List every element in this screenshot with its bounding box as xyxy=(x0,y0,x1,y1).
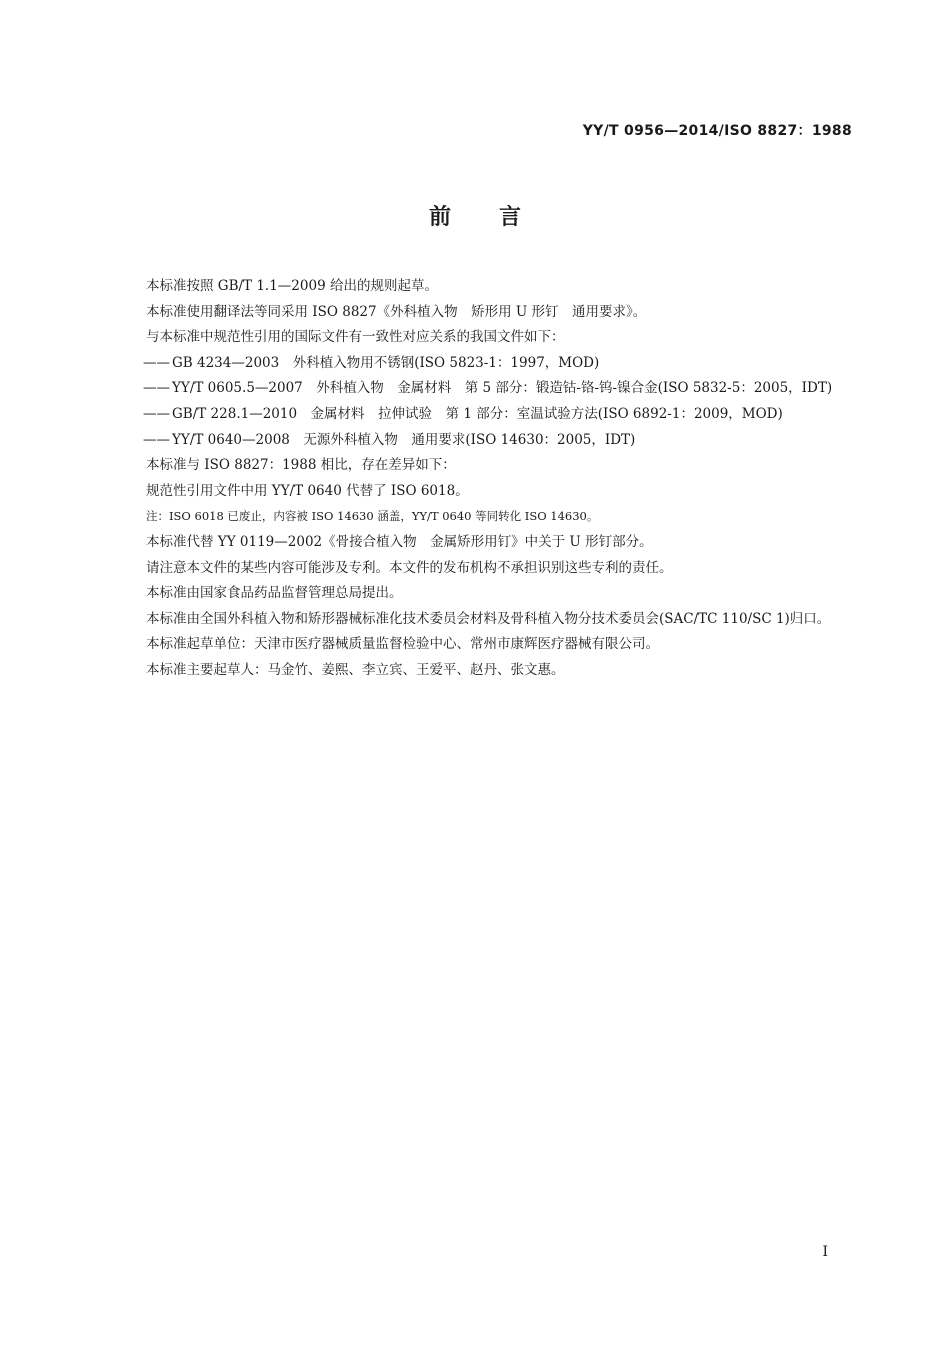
paragraph-proposed-by: 本标准由国家食品药品监督管理总局提出。 xyxy=(146,585,403,602)
dash-marker: —— xyxy=(143,431,170,448)
dash-marker: —— xyxy=(143,380,170,397)
paragraph-drafters: 本标准主要起草人：马金竹、姜熙、李立宾、王爱平、赵丹、张文惠。 xyxy=(146,661,565,678)
list-item-text: GB 4234—2003 外科植入物用不锈钢(ISO 5823-1：1997，MOD) xyxy=(172,354,600,371)
list-item xyxy=(118,428,854,454)
list-item-text: YY/T 0640—2008 无源外科植入物 通用要求(ISO 14630：2005，IDT) xyxy=(172,431,636,448)
list-item xyxy=(118,402,854,428)
standard-number: YY/T 0956—2014/ISO 8827：1988 xyxy=(582,123,852,139)
paragraph-patent-notice: 请注意本文件的某些内容可能涉及专利。本文件的发布机构不承担识别这些专利的责任。 xyxy=(146,559,673,576)
paragraph-drafting-organizations: 本标准起草单位：天津市医疗器械质量监督检验中心、常州市康辉医疗器械有限公司。 xyxy=(146,636,659,653)
note: 注：ISO 6018 已废止，内容被 ISO 14630 涵盖，YY/T 0640 等同转化 ISO 14630。 xyxy=(146,509,599,524)
paragraph-corresponding-docs-intro: 与本标准中规范性引用的国际文件有一致性对应关系的我国文件如下： xyxy=(146,329,565,346)
list-item-text: GB/T 228.1—2010 金属材料 拉伸试验 第 1 部分：室温试验方法(ISO 6892-1：2009，MOD) xyxy=(172,405,783,422)
paragraph-difference: 规范性引用文件中用 YY/T 0640 代替了 ISO 6018。 xyxy=(146,482,469,499)
page-title: 前言 xyxy=(428,205,569,230)
dash-marker: —— xyxy=(143,354,170,371)
dash-marker: —— xyxy=(143,405,170,422)
foreword-body xyxy=(118,274,854,684)
paragraph-adoption: 本标准使用翻译法等同采用 ISO 8827《外科植入物 矫形用 U 形钉 通用要求》。 xyxy=(146,303,647,320)
list-item-text: YY/T 0605.5—2007 外科植入物 金属材料 第 5 部分：锻造钴-铬-钨-镍合金(ISO 5832-5：2005，IDT) xyxy=(172,380,833,397)
paragraph-responsible-committee: 本标准由全国外科植入物和矫形器械标准化技术委员会材料及骨科植入物分技术委员会(SAC/TC 110/SC 1)归口。 xyxy=(146,610,831,627)
paragraph-drafting-rules: 本标准按照 GB/T 1.1—2009 给出的规则起草。 xyxy=(146,278,438,294)
list-item xyxy=(118,351,854,377)
list-item xyxy=(118,376,854,402)
page-number: I xyxy=(822,1244,828,1260)
paragraph-replaces: 本标准代替 YY 0119—2002《骨接合植入物 金属矫形用钉》中关于 U 形钉部分。 xyxy=(146,533,653,550)
paragraph-differences-intro: 本标准与 ISO 8827：1988 相比，存在差异如下： xyxy=(146,457,456,474)
